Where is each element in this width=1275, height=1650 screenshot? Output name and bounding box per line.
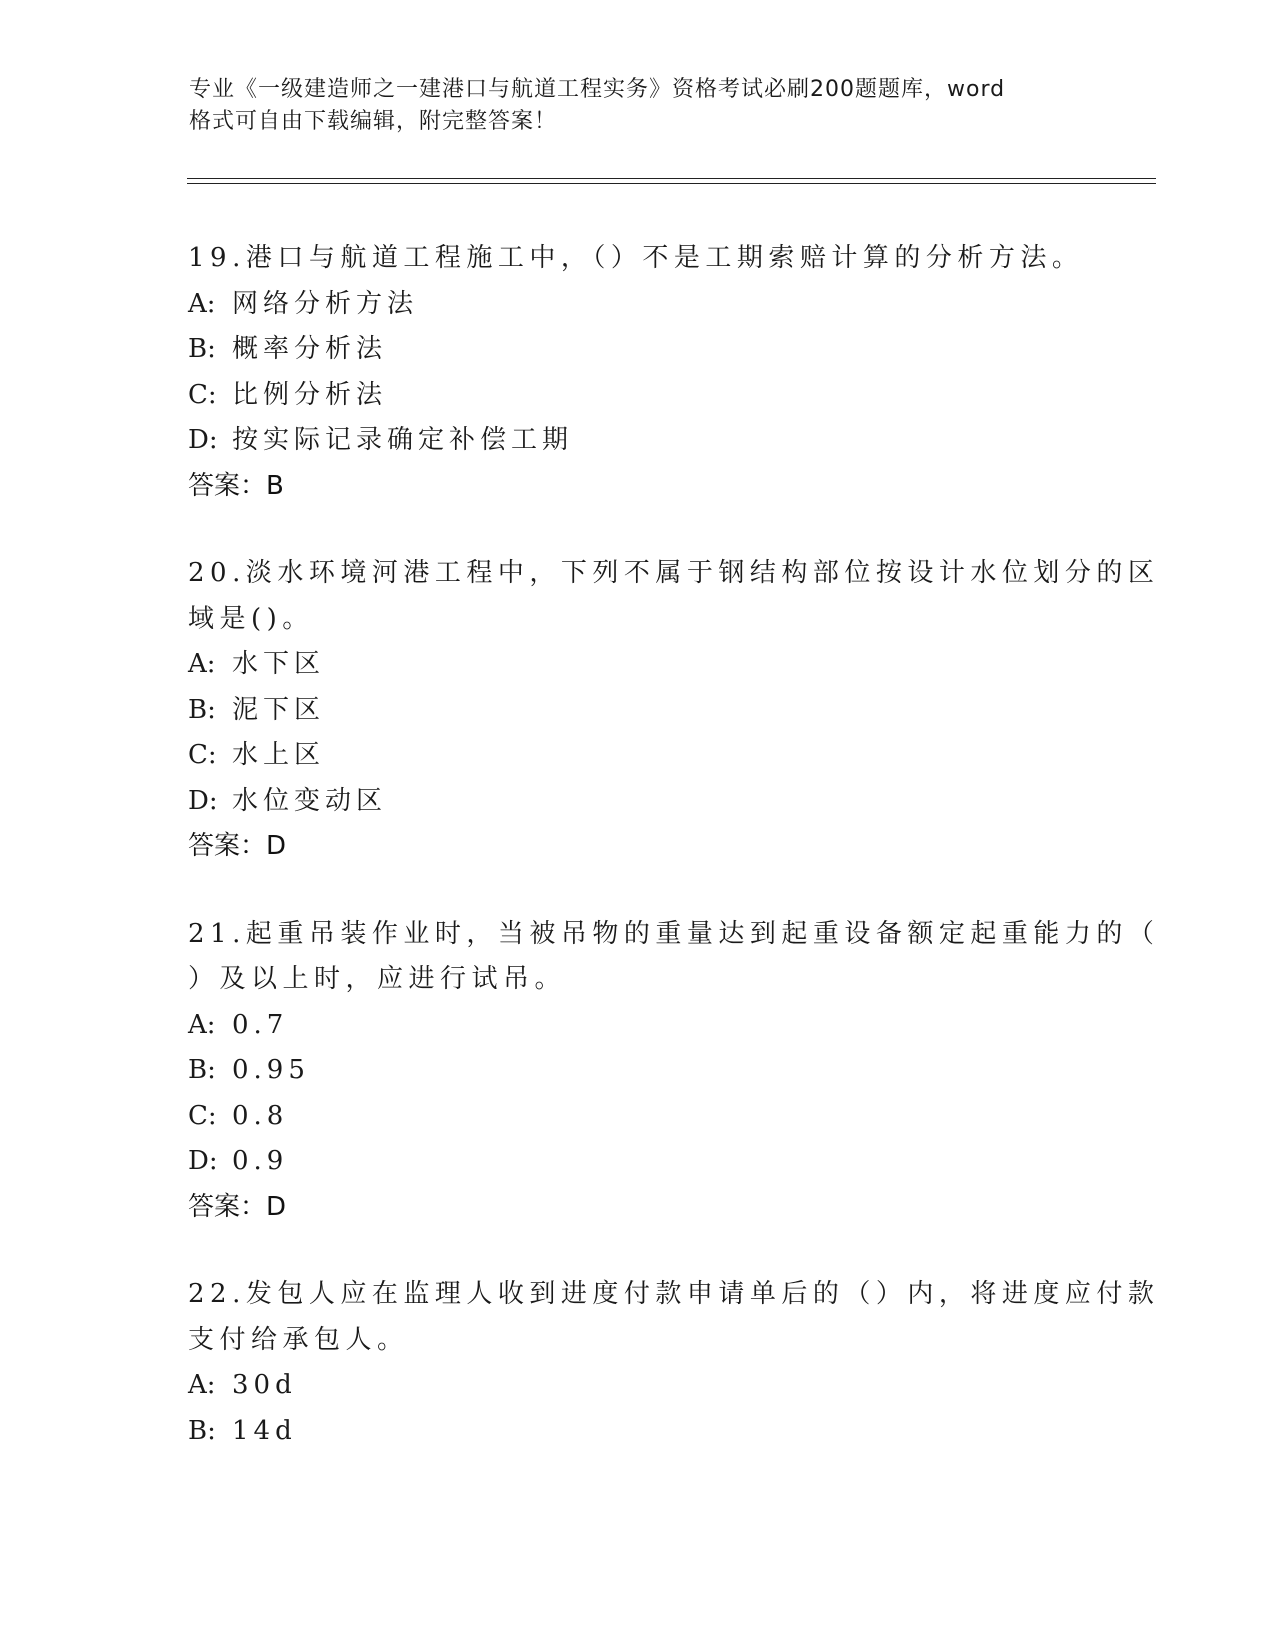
option-d — [188, 418, 1088, 464]
option-text: 比例分析法 — [232, 379, 388, 410]
header-divider-top — [187, 178, 1156, 179]
option-text: 30d — [232, 1370, 297, 1400]
option-text: 水位变动区 — [232, 785, 388, 816]
question-text-line: 20.淡水环境河港工程中，下列不属于钢结构部位按设计水位划分的区 — [188, 558, 1160, 588]
option-c — [188, 1094, 1088, 1140]
header-title-line-2: 格式可自由下载编辑，附完整答案！ — [189, 109, 558, 134]
option-text: 网络分析方法 — [232, 288, 419, 319]
option-text: 0.8 — [232, 1100, 289, 1131]
option-key: B: — [188, 1415, 216, 1446]
answer-label: 答案：B — [188, 470, 284, 501]
question-text — [188, 551, 1160, 642]
question-text — [188, 236, 1088, 282]
option-text: 0.9 — [232, 1146, 289, 1176]
answer-label: 答案：D — [188, 831, 287, 861]
option-a — [188, 642, 1088, 688]
option-text: 概率分析法 — [232, 334, 388, 364]
option-key: D: — [188, 425, 218, 455]
question-21 — [188, 912, 1160, 1231]
option-text: 0.7 — [232, 1009, 289, 1040]
question-text-line: ）及以上时，应进行试吊。 — [188, 964, 567, 994]
option-d — [188, 779, 1088, 825]
question-22 — [188, 1272, 1160, 1454]
question-text — [188, 912, 1160, 1003]
question-text-line: 19.港口与航道工程施工中，（）不是工期索赔计算的分析方法。 — [188, 243, 1084, 273]
option-key: C: — [188, 379, 217, 410]
question-text-line: 21.起重吊装作业时，当被吊物的重量达到起重设备额定起重能力的（ — [188, 918, 1160, 949]
option-key: B: — [188, 1055, 216, 1085]
option-text: 0.95 — [232, 1055, 310, 1085]
option-text: 按实际记录确定补偿工期 — [232, 425, 574, 455]
option-a — [188, 1363, 1088, 1409]
option-key: A: — [188, 288, 216, 319]
question-text — [188, 1272, 1160, 1363]
answer-label: 答案：D — [188, 1191, 287, 1222]
option-key: A: — [188, 1370, 216, 1400]
option-c — [188, 373, 1088, 419]
option-key: C: — [188, 740, 217, 770]
option-a — [188, 1003, 1088, 1049]
option-text: 水上区 — [232, 740, 326, 770]
question-list — [188, 236, 1160, 1496]
question-19 — [188, 236, 1088, 509]
question-20 — [188, 551, 1160, 870]
option-key: B: — [188, 694, 216, 725]
option-key: D: — [188, 1146, 218, 1176]
option-text: 泥下区 — [232, 694, 326, 725]
option-key: B: — [188, 334, 216, 364]
option-c — [188, 733, 1088, 779]
question-text-line: 支付给承包人。 — [188, 1324, 409, 1355]
option-text: 14d — [232, 1415, 297, 1446]
option-key: A: — [188, 1009, 216, 1040]
option-a — [188, 282, 1088, 328]
option-key: C: — [188, 1100, 217, 1131]
header-divider-bottom — [187, 183, 1156, 184]
option-key: D: — [188, 785, 218, 816]
document-header — [189, 74, 1069, 138]
header-title-line-1: 专业《一级建造师之一建港口与航道工程实务》资格考试必刷200题题库，word — [189, 77, 1006, 102]
option-d — [188, 1139, 1088, 1185]
question-text-line: 22.发包人应在监理人收到进度付款申请单后的（）内，将进度应付款 — [188, 1279, 1160, 1309]
question-text-line: 域是()。 — [188, 603, 314, 634]
option-b — [188, 327, 1088, 373]
option-b — [188, 688, 1088, 734]
option-text: 水下区 — [232, 649, 326, 679]
option-b — [188, 1048, 1088, 1094]
option-b — [188, 1409, 1088, 1455]
option-key: A: — [188, 649, 216, 679]
